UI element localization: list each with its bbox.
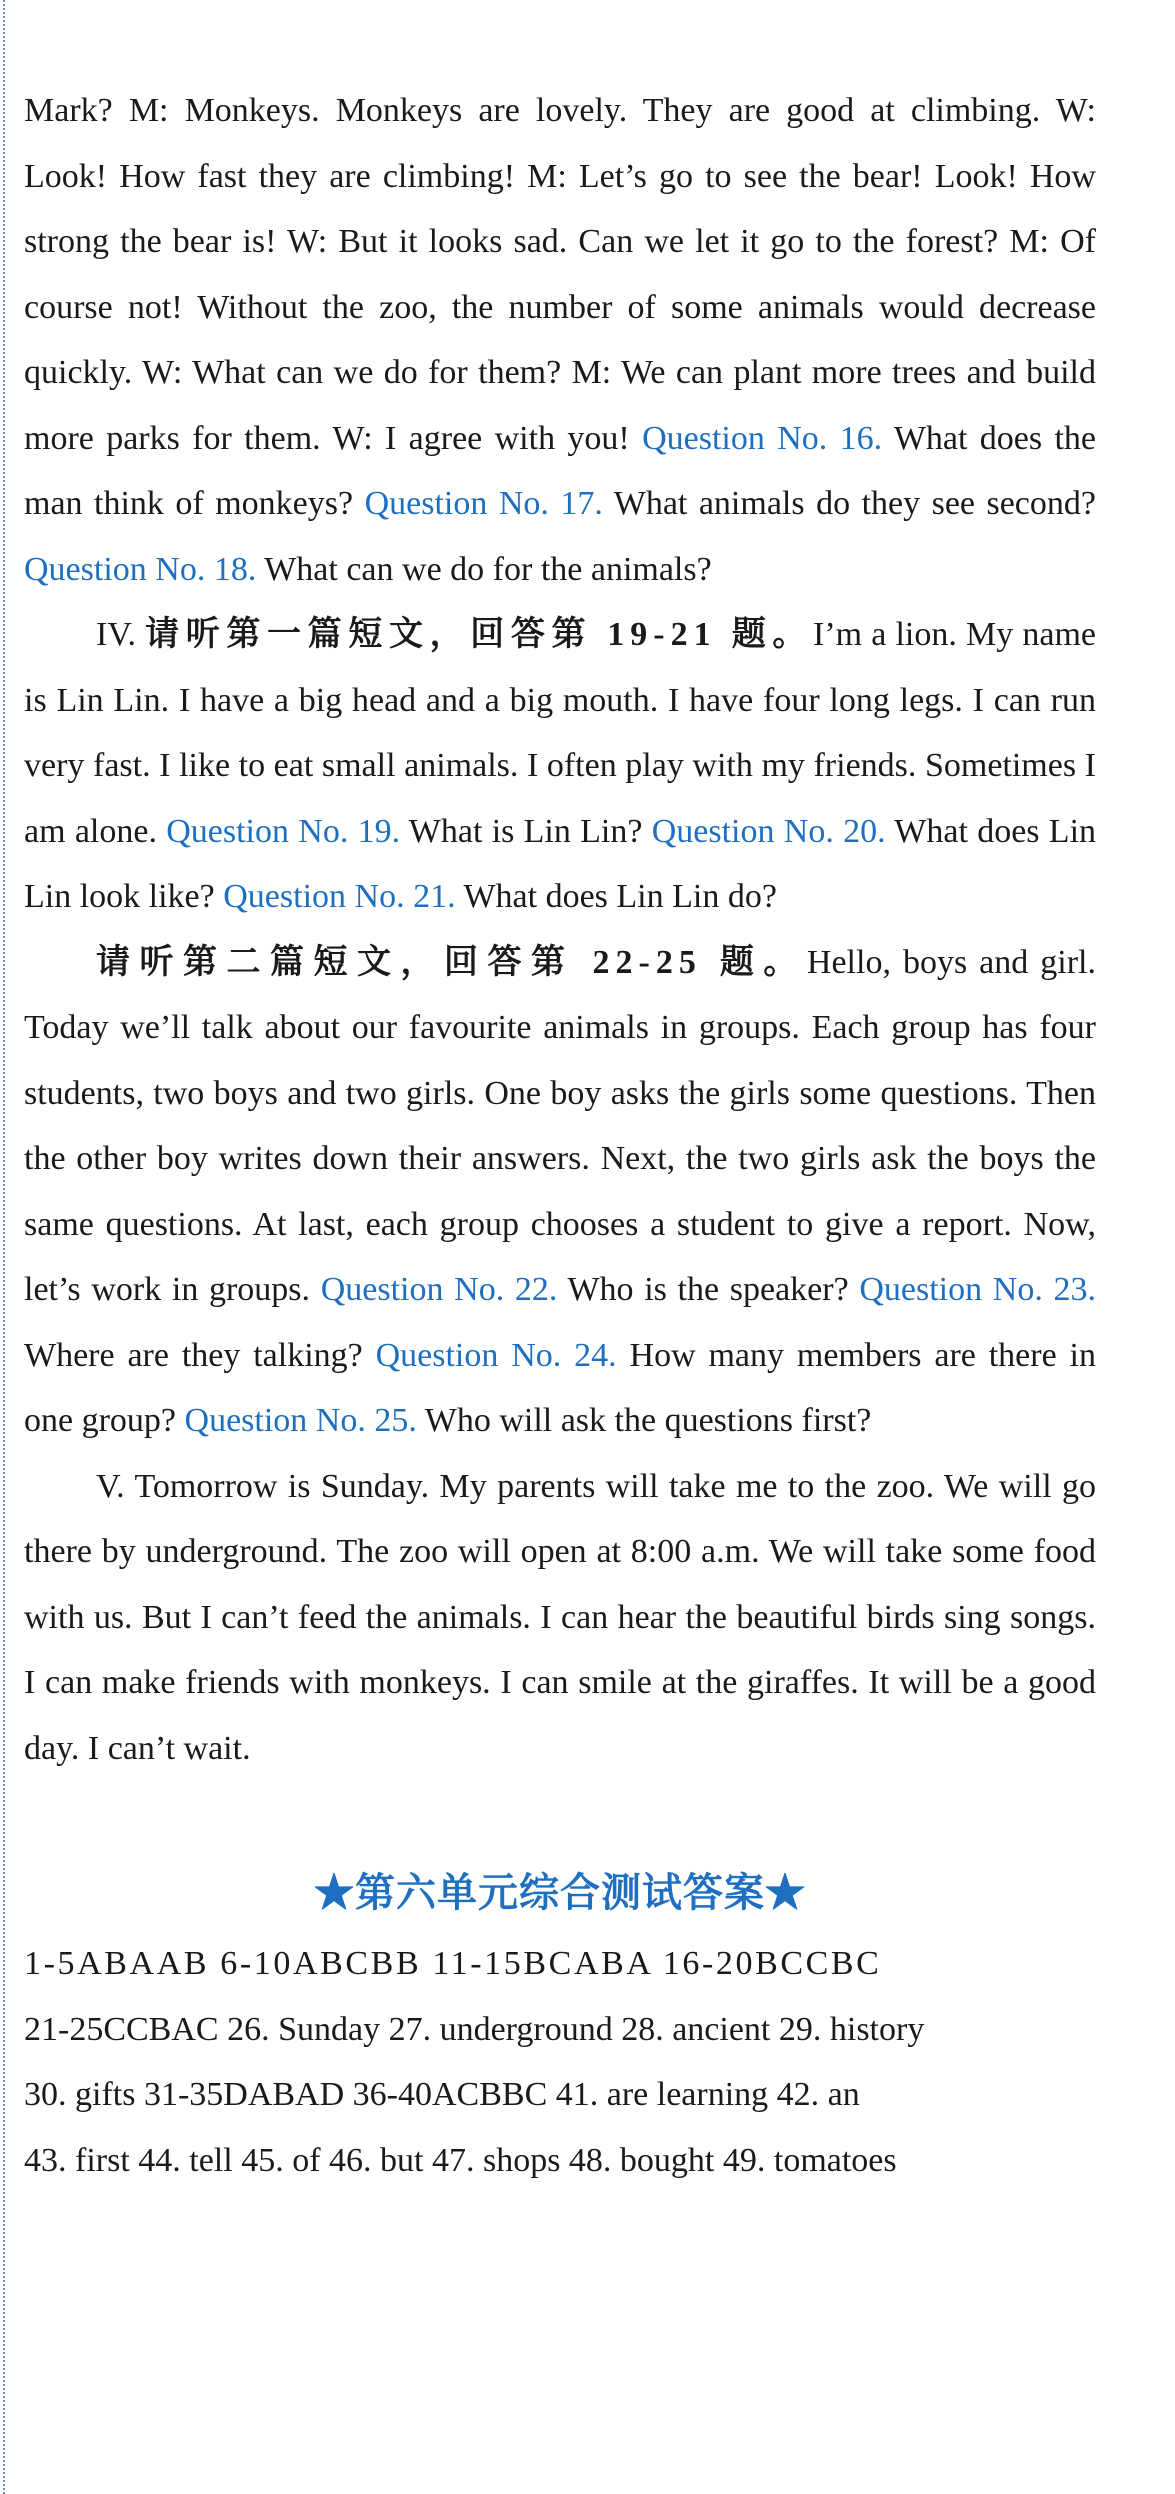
question-text-24: How many members are there in one group? [24, 1336, 1096, 1439]
question-label-18: Question No. 18. [24, 550, 257, 588]
question-text-19: What is Lin Lin? [400, 812, 652, 850]
part-v-prefix: V. [96, 1467, 135, 1505]
part-v-text: Tomorrow is Sunday. My parents will take me to the zoo. We will go there by underground. The zoo will open at 8:00 a.m. We will take some food with us. But I can’t feed the animals. I can hear the beautiful birds sing songs. I can make friends with monkeys. I can smile at the giraffes. It will be a good day. I can’t wait. [24, 1467, 1097, 1767]
answer-key-page [24, 78, 1096, 2193]
part-iv-instruction-1: 请听第一篇短文，回答第 19-21 题。 [145, 616, 814, 653]
answer-line-1: 1-5ABAAB 6-10ABCBB 11-15BCABA 16-20BCCBC [24, 1945, 882, 1982]
passage-1-text: I’m a lion. My name is Lin Lin. I have a big head and a big mouth. I have four long legs. I can run very fast. I like to eat small animals. I often play with my friends. Sometimes I am alone. [24, 616, 1096, 850]
question-text-23: Where are they talking? [24, 1336, 376, 1374]
part-iv-passage-2 [24, 930, 1096, 1454]
question-label-20: Question No. 20. [651, 812, 886, 850]
question-text-22: Who is the speaker? [557, 1271, 860, 1308]
answer-line-2: 21-25CCBAC 26. Sunday 27. underground 28. ancient 29. history [24, 2010, 925, 2048]
question-label-24: Question No. 24. [375, 1336, 617, 1374]
passage-2-text: Hello, boys and girl. Today we’ll talk about our favourite animals in groups. Each group has four students, two boys and two girls. One boy asks the girls some questions. Then the other boy writes down their answers. Next, the two girls ask the boys the same questions. At last, each group chooses a student to give a report. Now, let’s work in groups. [24, 943, 1096, 1308]
question-label-25: Question No. 25. [184, 1402, 417, 1439]
answer-line-4: 43. first 44. tell 45. of 46. but 47. shops 48. bought 49. tomatoes [24, 2141, 897, 2179]
question-text-20: What does Lin Lin look like? [24, 812, 1097, 915]
question-text-21: What does Lin Lin do? [455, 878, 777, 915]
question-label-16: Question No. 16. [642, 419, 883, 457]
question-text-17: What animals do they see second? [602, 485, 1096, 522]
part-iv-instruction-2: 请听第二篇短文，回答第 22-25 题。 [96, 943, 807, 981]
question-label-22: Question No. 22. [320, 1271, 558, 1308]
question-label-19: Question No. 19. [166, 812, 401, 850]
part-iv-passage-1 [24, 602, 1096, 930]
part-v-passage [24, 1454, 1096, 1782]
part-iv-prefix: IV. [96, 616, 146, 653]
question-label-23: Question No. 23. [859, 1271, 1097, 1308]
dialogue-text: Mark? M: Monkeys. Monkeys are lovely. They are good at climbing. W: Look! How fast they are climbing! M: Let’s go to see the bear! Look! How strong the bear is! W: But it looks sad. Can we let it go to the forest? M: Of course not! Without the zoo, the number of some animals would decrease quickly. W: What can we do for them? M: We can plant more trees and build more parks for them. W: I agree with you! [24, 92, 1096, 457]
margin-dotted-rule [3, 0, 5, 2494]
question-label-21: Question No. 21. [223, 878, 456, 915]
question-text-16: What does the man think of monkeys? [24, 419, 1096, 522]
question-text-25: Who will ask the questions first? [416, 1402, 872, 1439]
answer-section-title: ★第六单元综合测试答案★ [314, 1870, 806, 1915]
question-text-18: What can we do for the animals? [256, 550, 712, 588]
answer-line-3: 30. gifts 31-35DABAD 36-40ACBBC 41. are learning 42. an [24, 2076, 860, 2113]
dialogue-continuation [24, 78, 1096, 602]
question-label-17: Question No. 17. [364, 485, 603, 522]
